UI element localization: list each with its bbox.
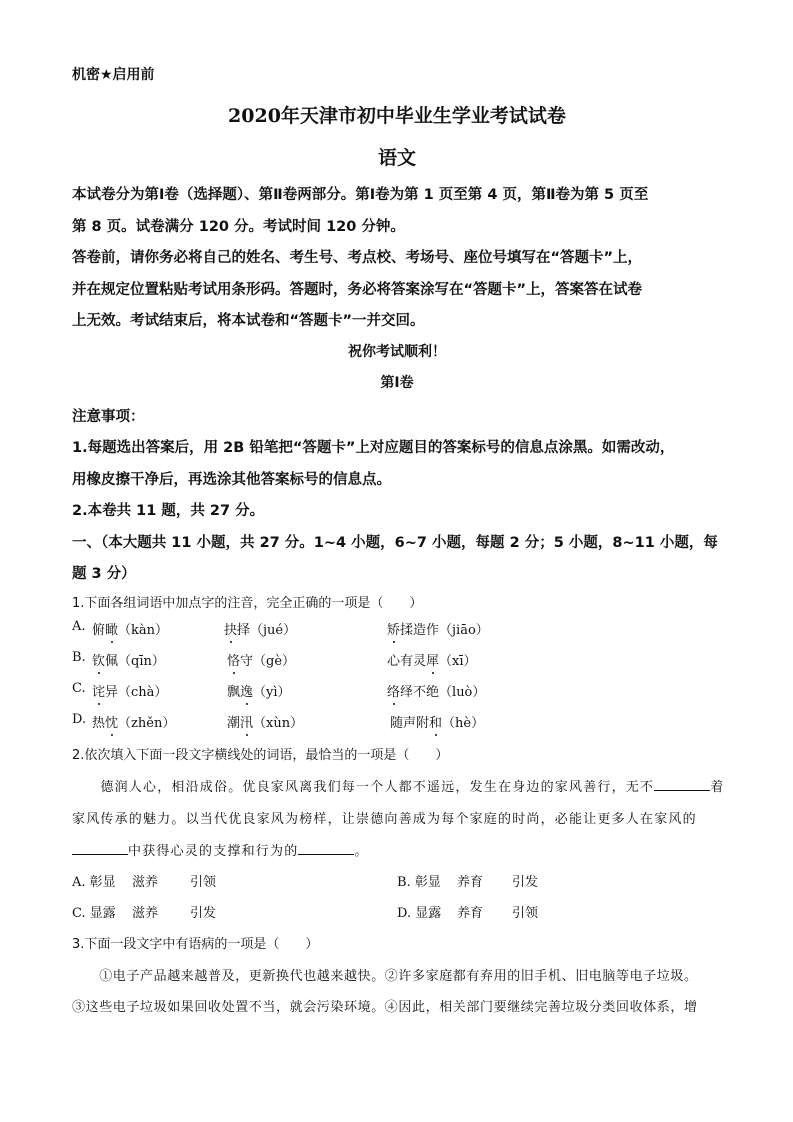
intro-line: 第 8 页。试卷满分 120 分。考试时间 120 分钟。: [72, 219, 405, 235]
choice-word: 引领: [512, 906, 539, 921]
intro-line: 本试卷分为第Ⅰ卷（选择题）、第Ⅱ卷两部分。第Ⅰ卷为第 1 页至第 4 页，第Ⅱ卷为第 5 页至: [72, 187, 649, 203]
q1-option-b[interactable]: [72, 650, 722, 668]
option-label: D.: [72, 712, 87, 727]
choice-word: 引发: [512, 875, 539, 890]
choice-word: 滋养: [132, 875, 159, 890]
option-item: 热忱（zhěn）: [92, 712, 175, 731]
choice-word: 滋养: [132, 906, 159, 921]
option-item: 抉择（jué）: [224, 619, 296, 638]
option-item: 飘逸（yì）: [227, 681, 291, 700]
option-item: 矫揉造作（jiāo）: [387, 619, 489, 638]
question-3-stem: 3.下面一段文字中有语病的一项是（ ）: [72, 937, 319, 952]
wish-text: 祝你考试顺利！: [348, 344, 446, 360]
exam-subject: 语文: [377, 147, 416, 169]
option-label: C.: [72, 681, 86, 696]
confidential-label: 机密★启用前: [72, 67, 155, 83]
section-heading: 题 3 分）: [72, 566, 136, 582]
notes-line: 1.每题选出答案后，用 2B 铅笔把“答题卡”上对应题目的答案标号的信息点涂黑。如需改动，: [72, 440, 675, 456]
fill-blank-2[interactable]: [72, 841, 128, 855]
q2-choice-c[interactable]: C. 显露: [72, 906, 116, 921]
option-item: 钦佩（qīn）: [92, 650, 165, 669]
intro-line: 上无效。考试结束后，将本试卷和“答题卡”一并交回。: [72, 313, 425, 329]
intro-line: 答卷前，请你务必将自己的姓名、考生号、考点校、考场号、座位号填写在“答题卡”上，: [72, 250, 643, 266]
intro-line: 并在规定位置粘贴考试用条形码。答题时，务必将答案涂写在“答题卡”上，答案答在试卷: [72, 282, 643, 298]
q3-passage-line: ①电子产品越来越普及，更新换代也越来越快。②许多家庭都有弃用的旧手机、旧电脑等电子垃圾。: [72, 969, 698, 984]
q1-option-c[interactable]: [72, 681, 722, 699]
question-1-stem: 1.下面各组词语中加点字的注音，完全正确的一项是（ ）: [72, 596, 423, 611]
choice-word: 引领: [190, 875, 217, 890]
notes-line: 2.本卷共 11 题，共 27 分。: [72, 503, 265, 519]
question-2-stem: 2.依次填入下面一段文字横线处的词语，最恰当的一项是（ ）: [72, 748, 449, 763]
q2-choice-a[interactable]: A. 彰显: [72, 875, 116, 890]
option-item: 络绎不绝（luò）: [387, 681, 485, 700]
fill-blank-3[interactable]: [298, 841, 354, 855]
q2-choice-row: [72, 871, 722, 889]
option-item: 俯瞰（kàn）: [92, 619, 168, 638]
fill-blank-1[interactable]: [654, 777, 710, 791]
q1-option-d[interactable]: [72, 712, 722, 730]
notes-heading: 注意事项：: [72, 409, 145, 425]
option-item: 潮汛（xùn）: [227, 712, 303, 731]
option-item: 诧异（chà）: [92, 681, 167, 700]
q2-passage-line: 德润人心，相沿成俗。优良家风离我们每一个人都不遥远，发生在身边的家风善行，无不 着: [72, 776, 724, 795]
option-item: 心有灵犀（xī）: [387, 650, 477, 669]
q2-choice-d[interactable]: D. 显露: [397, 906, 442, 921]
option-label: A.: [72, 619, 86, 634]
q2-passage-line: 家风传承的魅力。以当代优良家风为榜样，让崇德向善成为每个家庭的时尚，必能让更多人在家风的: [72, 812, 697, 827]
option-item: 恪守（gè）: [227, 650, 295, 669]
q1-option-a[interactable]: [72, 619, 722, 637]
q3-passage-line: ③这些电子垃圾如果回收处置不当，就会污染环境。④因此，相关部门要继续完善垃圾分类回收体系，增: [72, 1000, 698, 1015]
option-label: B.: [72, 650, 86, 665]
q2-passage-line: 中获得心灵的支撑和行为的 。: [72, 840, 369, 859]
q2-choice-b[interactable]: B. 彰显: [397, 875, 441, 890]
choice-word: 养育: [457, 906, 484, 921]
choice-word: 引发: [190, 906, 217, 921]
exam-title: 2020年天津市初中毕业生学业考试试卷: [228, 105, 566, 127]
section-heading: 一、（本大题共 11 小题，共 27 分。1~4 小题，6~7 小题，每题 2 分；5 小题，8~11 小题，每: [72, 535, 718, 551]
option-item: 随声附和（hè）: [390, 712, 484, 731]
notes-line: 用橡皮擦干净后，再选涂其他答案标号的信息点。: [72, 472, 391, 488]
q2-choice-row: [72, 902, 722, 920]
choice-word: 养育: [457, 875, 484, 890]
volume-heading: 第Ⅰ卷: [380, 375, 414, 391]
